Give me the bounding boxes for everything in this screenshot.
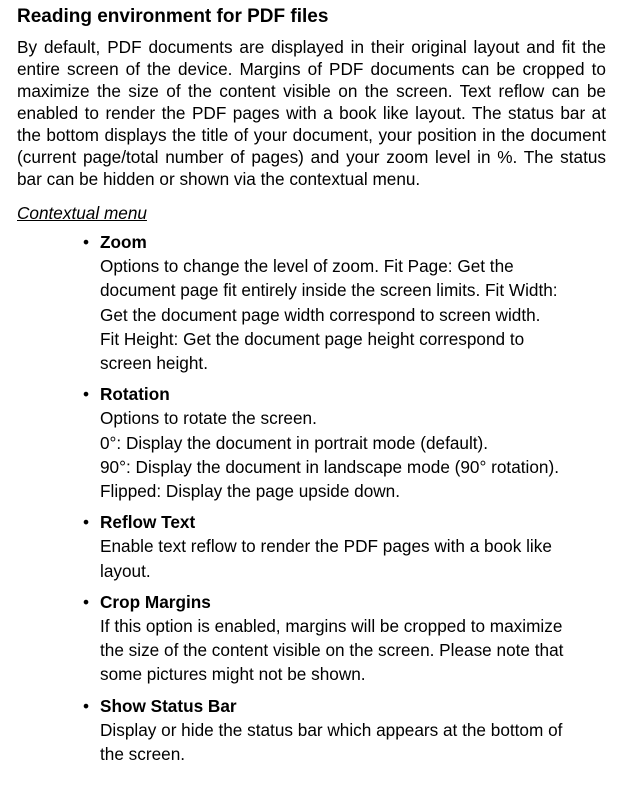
menu-item-rotation (83, 382, 606, 503)
menu-item-title: Zoom (100, 232, 147, 252)
intro-paragraph: By default, PDF documents are displayed in their original layout and fit the entire screen of the device. Margins of PDF documents can be cropped to maximize the size of the content visible on the screen. Text reflow can be enabled to render the PDF pages with a book like layout. The status bar at the bottom displays the title of your document, your position in the document (current page/total number of pages) and your zoom level in %. The status bar can be hidden or shown via the contextual menu. (17, 37, 606, 189)
menu-item-crop-margins (83, 590, 606, 687)
menu-item-description-line: 0°: Display the document in portrait mode (default). (100, 432, 489, 453)
menu-item-description-line: Enable text reflow to render the PDF pages with a book like (100, 536, 552, 557)
contextual-menu-heading: Contextual menu (17, 203, 147, 223)
menu-item-title: Reflow Text (100, 512, 196, 533)
menu-item-description-line: Flipped: Display the page upside down. (100, 481, 401, 502)
menu-item-description-line: screen height. (100, 353, 208, 374)
menu-item-description-line: Options to change the level of zoom. Fit Page: Get the (100, 256, 514, 277)
bullet-icon: • (83, 232, 90, 252)
section-title: Reading environment for PDF files (17, 6, 329, 27)
menu-item-description-line: layout. (100, 560, 151, 581)
menu-item-title: Crop Margins (100, 591, 211, 612)
bullet-icon: • (83, 695, 90, 716)
menu-item-description-line: the screen. (100, 744, 186, 765)
menu-item-description-line: some pictures might not be shown. (100, 664, 366, 685)
menu-item-show-status-bar (83, 694, 606, 767)
menu-item-description-line: 90°: Display the document in landscape mode (90° rotation). (100, 456, 559, 477)
menu-item-description-line: Fit Height: Get the document page height correspond to (100, 328, 525, 349)
menu-item-title: Rotation (100, 384, 170, 405)
menu-item-reflow-text (83, 510, 606, 583)
menu-item-description-line: the size of the content visible on the screen. Please note that (100, 640, 564, 661)
bullet-icon: • (83, 512, 90, 533)
bullet-icon: • (83, 591, 90, 612)
bullet-icon: • (83, 384, 90, 405)
menu-item-description-line: If this option is enabled, margins will be cropped to maximize (100, 616, 563, 637)
contextual-menu-list (17, 230, 606, 766)
menu-item-description-line: Options to rotate the screen. (100, 408, 317, 429)
menu-item-description-line: document page fit entirely inside the screen limits. Fit Width: (100, 280, 558, 301)
menu-item-zoom (83, 230, 606, 375)
menu-item-description-line: Get the document page width correspond to screen width. (100, 304, 541, 325)
menu-item-description-line: Display or hide the status bar which appears at the bottom of (100, 719, 563, 740)
menu-item-title: Show Status Bar (100, 695, 237, 716)
